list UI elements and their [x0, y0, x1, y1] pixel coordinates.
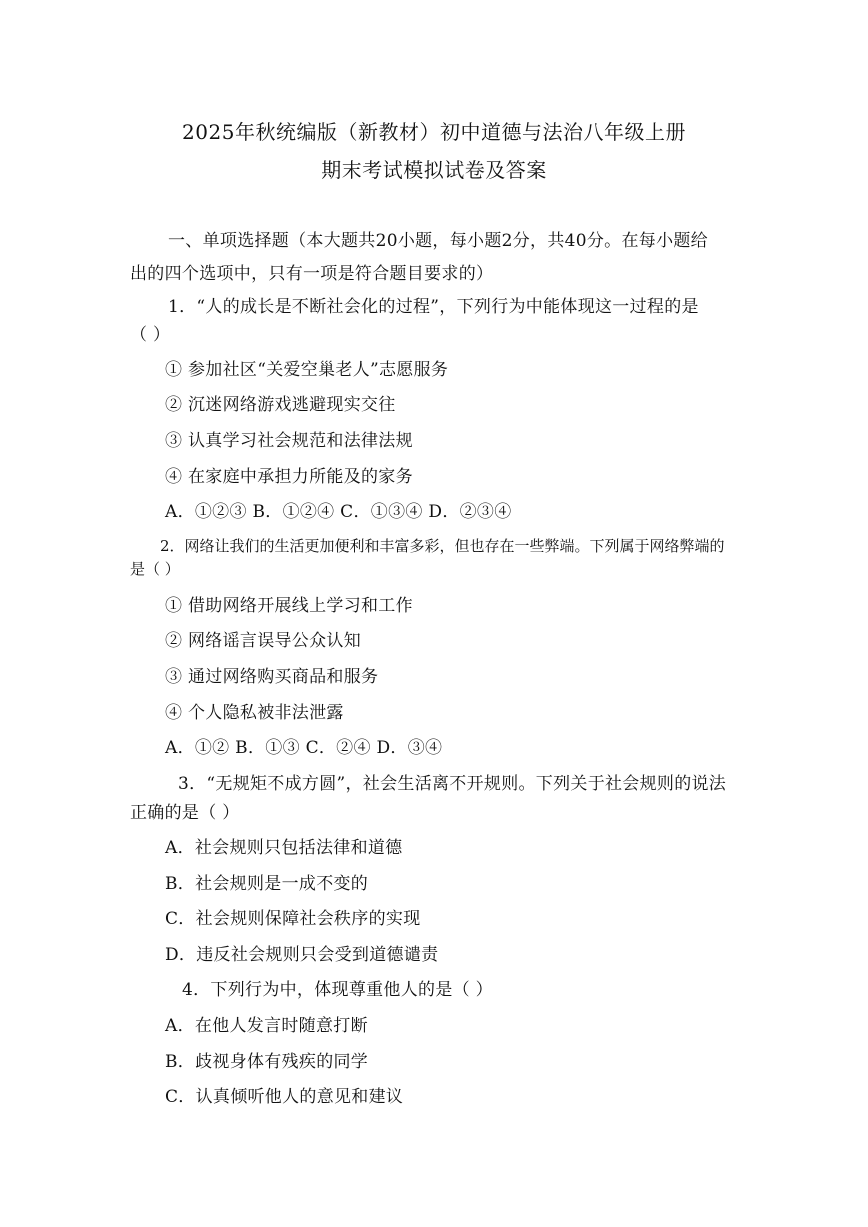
document-title-line2: 期末考试模拟试卷及答案 [321, 158, 547, 182]
question-2-options: A．①② B．①③ C．②④ D．③④ [165, 738, 443, 758]
question-4-option-a: A．在他人发言时随意打断 [165, 1016, 368, 1036]
question-1-item-1: ① 参加社区“关爱空巢老人”志愿服务 [165, 360, 449, 380]
question-3-stem-line1: 3．“无规矩不成方圆”，社会生活离不开规则。下列关于社会规则的说法 [178, 774, 727, 794]
question-2-stem-line2: 是（ ） [130, 560, 180, 578]
question-2-item-1: ① 借助网络开展线上学习和工作 [165, 596, 413, 616]
question-2-item-4: ④ 个人隐私被非法泄露 [165, 703, 344, 723]
question-1-item-4: ④ 在家庭中承担力所能及的家务 [165, 467, 413, 487]
section-intro-line1: 一、单项选择题（本大题共20小题，每小题2分，共40分。在每小题给 [168, 231, 708, 251]
question-3-option-a: A．社会规则只包括法律和道德 [165, 838, 403, 858]
question-3-option-d: D．违反社会规则只会受到道德谴责 [165, 945, 439, 965]
question-4-option-c: C．认真倾听他人的意见和建议 [165, 1087, 404, 1107]
question-1-stem-line1: 1．“人的成长是不断社会化的过程”，下列行为中能体现这一过程的是 [168, 297, 699, 317]
question-2-item-3: ③ 通过网络购买商品和服务 [165, 667, 379, 687]
section-intro-line2: 出的四个选项中，只有一项是符合题目要求的） [130, 264, 494, 284]
question-3-option-c: C．社会规则保障社会秩序的实现 [165, 909, 421, 929]
question-3-stem-line2: 正确的是（ ） [130, 803, 240, 823]
document-title-line1: 2025年秋统编版（新教材）初中道德与法治八年级上册 [182, 120, 686, 144]
question-2-stem-line1: 2．网络让我们的生活更加便利和丰富多彩，但也存在一些弊端。下列属于网络弊端的 [160, 537, 725, 555]
question-1-item-3: ③ 认真学习社会规范和法律法规 [165, 431, 413, 451]
question-1-options: A．①②③ B．①②④ C．①③④ D．②③④ [165, 502, 512, 522]
question-4-stem: 4．下列行为中，体现尊重他人的是（ ） [182, 980, 493, 1000]
question-3-option-b: B．社会规则是一成不变的 [165, 874, 369, 894]
question-1-item-2: ② 沉迷网络游戏逃避现实交往 [165, 395, 396, 415]
question-4-option-b: B．歧视身体有残疾的同学 [165, 1052, 369, 1072]
question-2-item-2: ② 网络谣言误导公众认知 [165, 631, 362, 651]
question-1-stem-line2: （ ） [130, 325, 171, 345]
